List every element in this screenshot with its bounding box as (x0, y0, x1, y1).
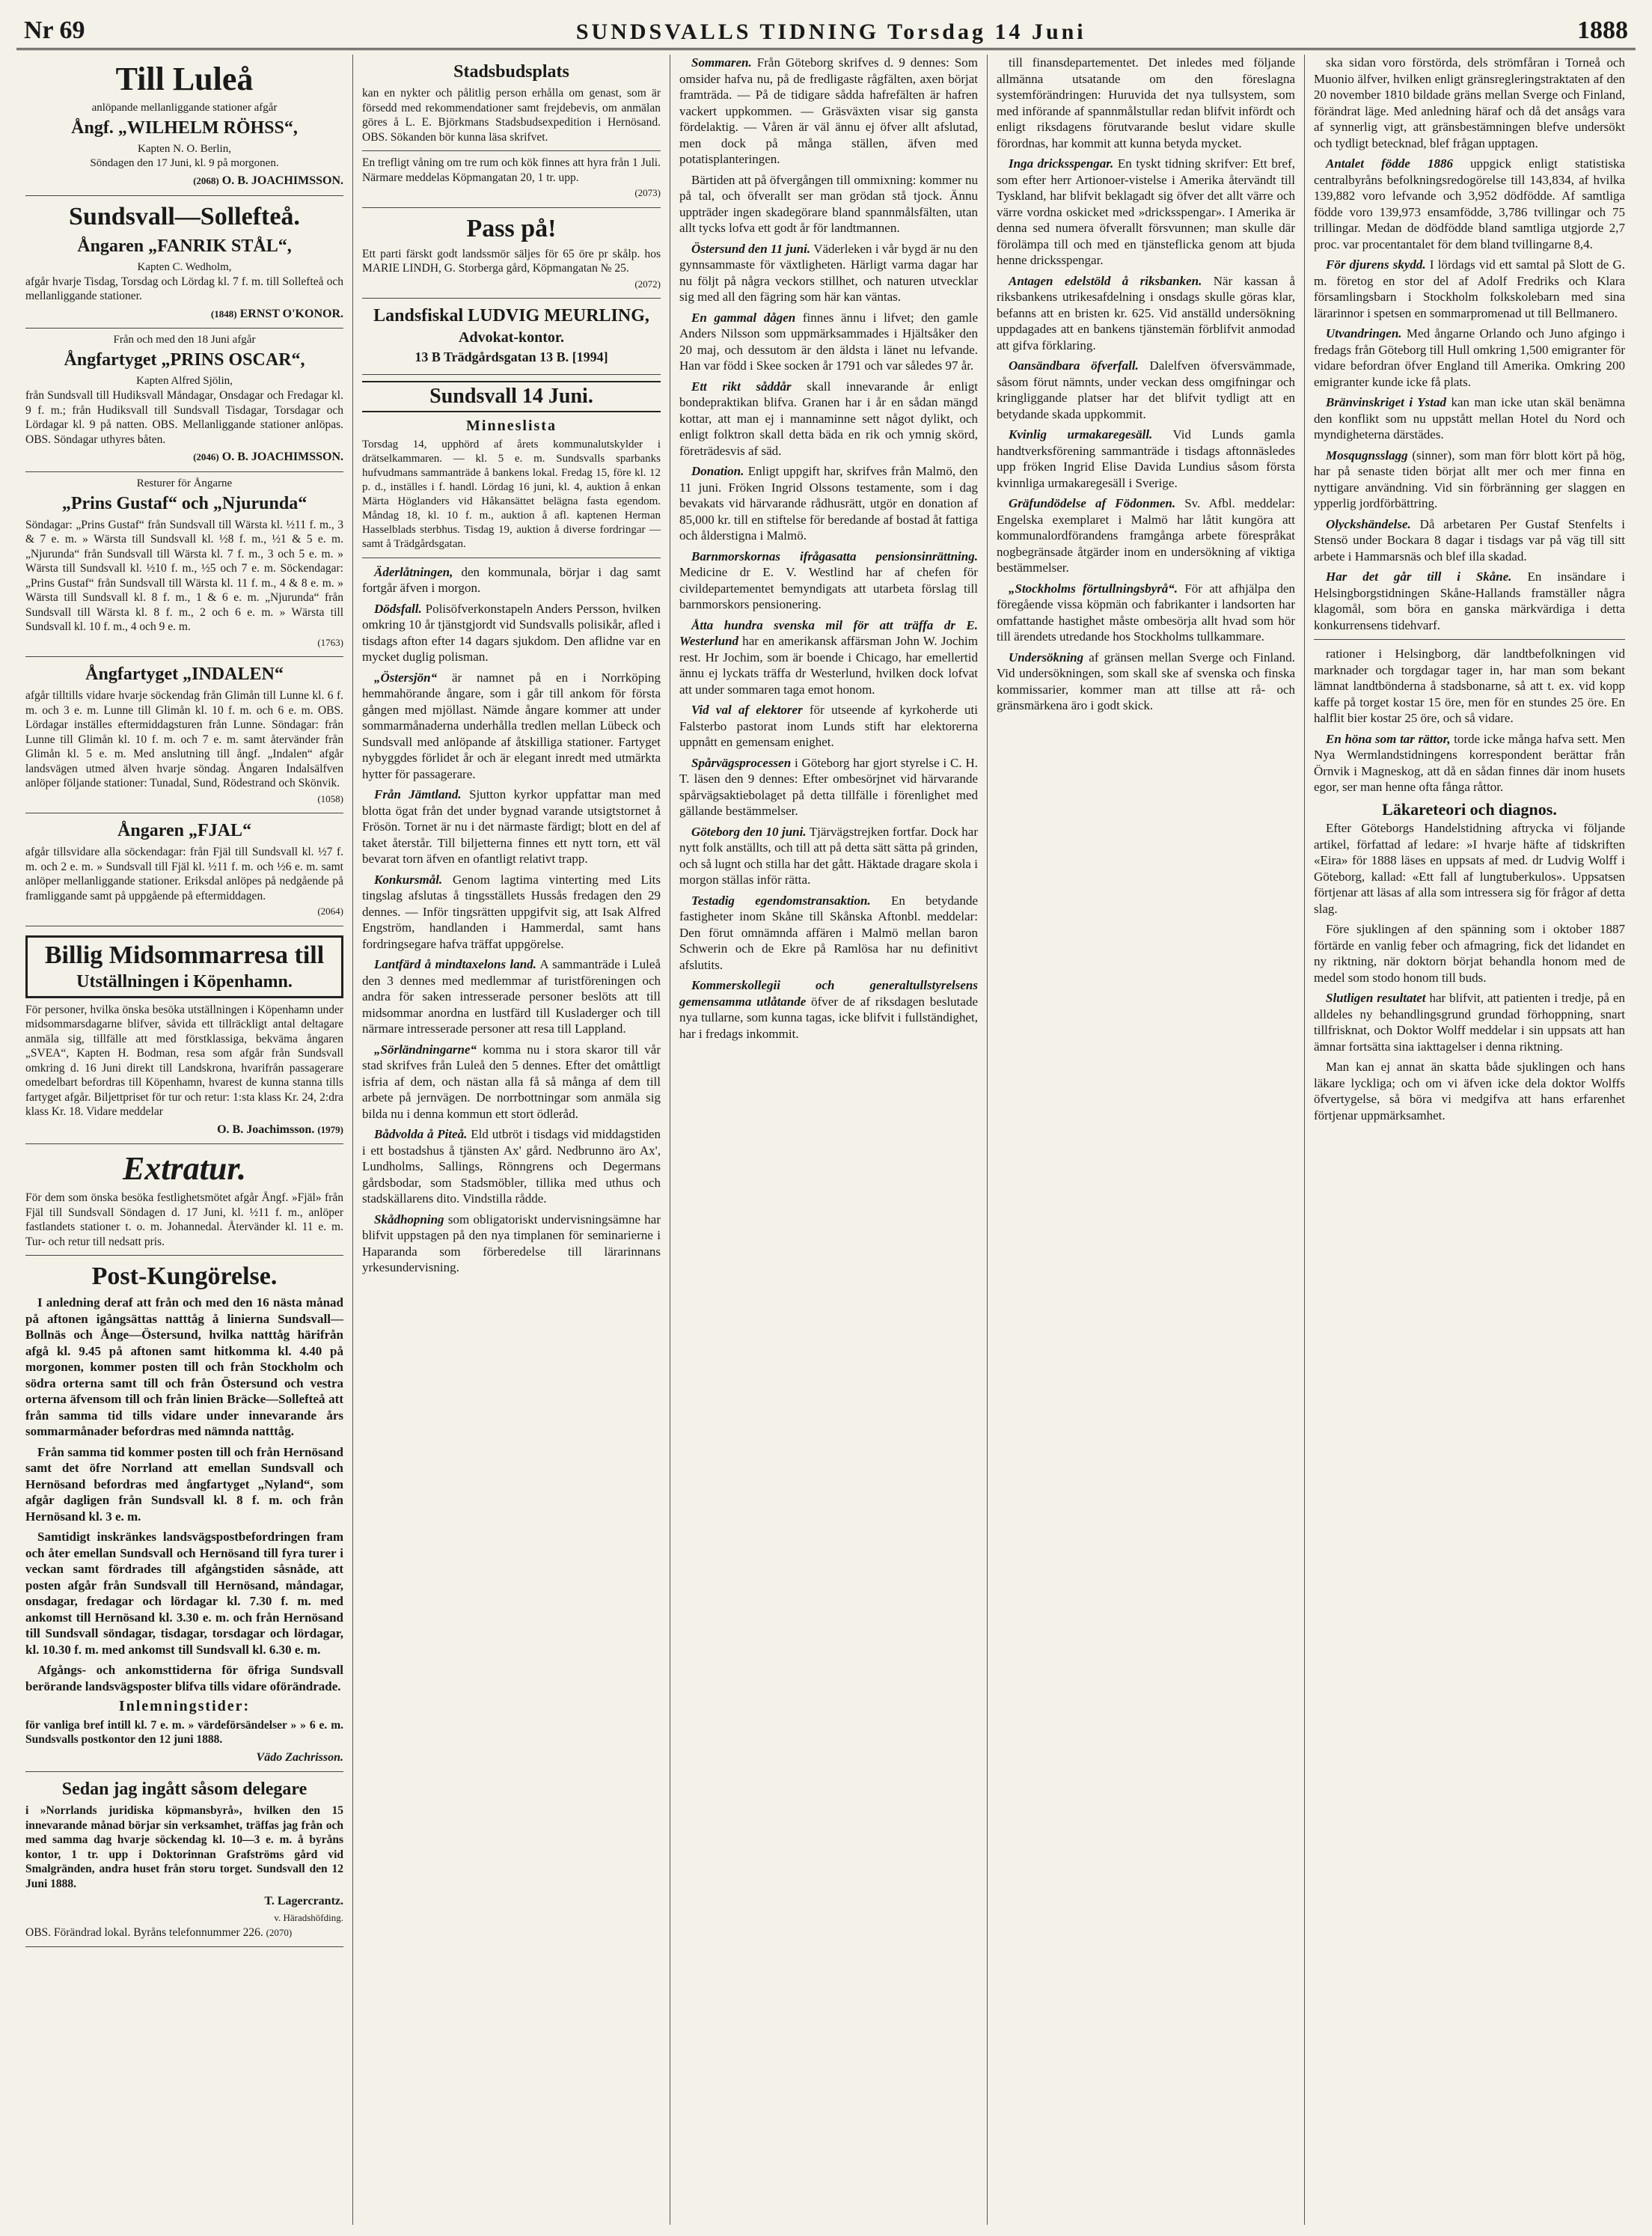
ad-title: Extratur. (122, 1150, 247, 1187)
article-body: Före sjuklingen af den spänning som i oktober 1887 förtärde en vanlig feber och afmagring, fick det lidandet en ny riktning, när doktorn börjat behandla honom med de medel som stodo honom till buds. (1314, 922, 1625, 985)
article-lead: Har det går till i Skåne. (1326, 569, 1512, 584)
ad-banner (25, 935, 343, 998)
article-body: som obligatoriskt undervisningsämne har blifvit uppstagen på den nya timplanen för seminarierne i Haparanda som förberedelse till lärarinnans yrkesundervisning. (362, 1212, 661, 1274)
article-lead: Bådvolda å Piteå. (374, 1127, 468, 1141)
ad-ref: (1058) (317, 792, 343, 804)
ad-prins-gustaf-njurunda (25, 472, 343, 658)
signer-role: v. Häradshöfding. (274, 1911, 343, 1923)
article-lead: Från Jämtland. (374, 787, 462, 801)
ad-body: afgår tillsvidare alla söckendagar: från Fjäl till Sundsvall kl. ½7 f. m. och 2 e. m. » Sundsvall till Fjäl kl. ½11 f. m. och ½6 e. m. samt anlöper mellanliggande stationer. Eriksdal anlöpes på nedgående på framliggande samt på uppgående på eftermiddagen. (25, 846, 343, 902)
article-body: När kassan å riksbankens utrikesafdelning i onsdags skulle göras klar, befanns att en bristen kr. 625. Vid anställd undersökning uppdagades att en bankens tjänstemän förblifvit anmodad att gifva förklaring. (997, 273, 1295, 352)
ad-vaning (362, 151, 661, 208)
ad-ref: (1763) (317, 636, 343, 648)
article-lead: Dödsfall. (374, 601, 422, 616)
article-lead: Äderlåtningen, (374, 564, 453, 579)
article-lead: Inga dricksspengar. (1009, 156, 1114, 171)
article (997, 427, 1295, 491)
article (1314, 394, 1625, 443)
article-body: Vid Lunds gamla handtverksförening sammanträde i tisdags aftonnäsledes upp fröken Ingrid Elise Davida Lundius såsom första kvinnliga urmakaregesäll i Sverige. (997, 427, 1295, 490)
article (679, 549, 978, 613)
ship-names: „Prins Gustaf“ och „Njurunda“ (61, 493, 308, 513)
ad-stadsbudsplats (362, 55, 661, 151)
section-heading: Sundsvall 14 Juni. (362, 381, 661, 412)
article (1314, 257, 1625, 321)
article (997, 55, 1295, 151)
article-lead: Mosqugnsslagg (1326, 447, 1408, 462)
ad-title: Stadsbudsplats (453, 62, 569, 82)
ad-meurling (362, 299, 661, 375)
article-body: torde icke många hafva sett. Men Nya Wermlandstidningens korrespondent berättar från Örnvik i Magneskog, att då en sådan finnes där inom husets egor, ser man henne ofta fånga råttor. (1314, 731, 1626, 794)
article-lead: Antalet födde 1886 (1326, 156, 1454, 171)
ad-signature: O. B. JOACHIMSSON. (221, 450, 343, 463)
article-lead: Barnmorskornas ifrågasatta pensionsinrättning. (691, 549, 978, 563)
article-lead: Donation. (691, 464, 744, 478)
column-3 (670, 55, 988, 2225)
article (1314, 731, 1625, 795)
article (1314, 326, 1625, 390)
article-body: Sjutton kyrkor uppfattar man med blotta ögat från det under bygnad varande utsigtstornet å Frösön. Tornet är nu i det närmaste färdigt; blott en del af taket återstår. Till biljetterna finnes ett nytt torn, ett väl bevarat torn äfven en ofantligt relativt trapp. (362, 787, 661, 866)
article-body: Efter Göteborgs Handelstidning aftrycka vi följande artikel, författad af ledare: »I hvarje häfte af tidskriften «Eira» för 1888 läses en uppsats af med. dr Ludvig Wolff i Göteborg, kallad: «Ett fall af lungtuberkulos». Uppsatsen förtjenar att läsas af alla som intressera sig för frågor af detta slag. (1314, 821, 1625, 916)
article (1314, 921, 1625, 986)
subheading: Minneslista (466, 418, 557, 434)
article (997, 495, 1295, 576)
article (679, 755, 978, 819)
ad-title: Sundsvall—Sollefteå. (69, 202, 300, 230)
ad-title: Till Luleå (115, 61, 254, 97)
ad-delegare (25, 1772, 343, 1947)
column-5 (1305, 55, 1634, 2225)
article-lead: Undersökning (1009, 650, 1084, 665)
captain: Kapten C. Wedholm, (137, 260, 232, 273)
article-lead: „Östersjön“ (374, 670, 438, 685)
article (362, 564, 661, 596)
article-lead: För djurens skydd. (1326, 257, 1426, 272)
article (362, 670, 661, 783)
ad-extratur (25, 1144, 343, 1256)
article-lead: Östersund den 11 juni. (691, 241, 811, 256)
article (679, 617, 978, 698)
article-lead: Bränvinskriget i Ystad (1326, 395, 1446, 409)
article (997, 581, 1295, 645)
article (1314, 1059, 1625, 1123)
article-lead: Testadig egendomstransaktion. (691, 893, 871, 908)
article (1314, 156, 1625, 252)
ad-ref: (2070) (266, 1927, 293, 1938)
article-body: En tyskt tidning skrifver: Ett bref, som efter herr Artionoer-vistelse i Amerika återvändt till Tyskland, har blifvit beklagadt sig öfver det allt värre och värre vordna oskicket med »dricksspengar». I Amerika är denna sed numera öfverallt försvunnen; man skulle där förolämpa till och med en tjänsteflicka genom att bjuda henne dricksspengar. (997, 156, 1295, 267)
ad-pass-pa (362, 208, 661, 299)
ship-name: Ångfartyget „PRINS OSCAR“, (64, 350, 305, 370)
article (362, 956, 661, 1037)
article-heading: Läkareteori och diagnos. (1382, 799, 1557, 819)
article-lead: En höna som tar rättor, (1326, 731, 1451, 746)
article-lead: Kvinlig urmakaregesäll. (1009, 427, 1153, 442)
article (679, 310, 978, 374)
ad-body: För dem som önska besöka festlighetsmötet afgår Ångf. »Fjäl» från Fjäl till Sundsvall Söndagen d. 17 Juni, kl. ½11 f. m., anlöper fastlandets stationer t. o. m. Johannedal. Återvänder kl. 11 e. m. Tur- och retur till nedsatt pris. (25, 1191, 343, 1248)
article (997, 273, 1295, 354)
article-body: Dalelfven öfversvämmade, såsom förut nämnts, under veckan dess omgifningar och kringliggande platser har det blifvit tydligt att en betydande skada uppkommit. (997, 358, 1295, 421)
article-lead: En gammal dågen (691, 310, 796, 325)
article (362, 786, 661, 867)
article (679, 55, 978, 168)
article-lead: Olyckshändelse. (1326, 516, 1411, 531)
article-lead: Utvandringen. (1326, 326, 1402, 340)
article-body: kan man icke utan skäl benämna den konflikt som nu uppstått mellan Hotel du Nord och myndigheterna därstädes. (1314, 395, 1626, 442)
article-body: komma nu i stora skaror till vår stad skrifves från Luleå den 5 dennes. Efter det omåttligt isfria af dem, och nästan alla få så många af dem till arbete på jernvägen. De norrbottningar som anmäla sig bilda nu i denna kommun ett stort ödleråd. (362, 1042, 661, 1121)
ad-ref: [1994] (572, 349, 608, 364)
captain: Kapten N. O. Berlin, (138, 143, 231, 155)
article (1314, 516, 1625, 565)
article-body: Då arbetaren Per Gustaf Stenfelts i Stensö under Bockara 8 dagar i tisdags var på väg till sitt arbete i Hammarsnäs och blef illa skadad. (1314, 516, 1626, 563)
article-body: uppgick enligt statistiska centralbyråns befolkningsredogörelse till 143,834, af hvilka 139,882 voro lefvande och 3,952 dödfödde. Af samtliga födde voro 139,973 ensamfödde, 3,786 tvillingar och 75 trillingar. Medan de dödfödde bland samtliga utgjorde 2,7 proc. var procentantalet för dem bland tvillingarne 8,4. (1314, 156, 1626, 251)
ad-body: kan en nykter och pålitlig person erhålla om genast, som är försedd med rekommendationer samt frejdebevis, om anmälan göres å L. E. Björkmans Stadsbudsexpedition i Hernösand. OBS. Sökanden bör kunna läsa skrifvet. (362, 87, 661, 144)
ship-name: Ångfartyget „INDALEN“ (85, 665, 284, 684)
article-body: af gränsen mellan Sverge och Finland. Vid undersökningen, som skall ske af svenska och finska kommissarier, kommer man att tillse att rå- och gränsmärkena äro i godt skick. (997, 650, 1296, 712)
article-body: Sv. Afbl. meddelar: Engelska exemplaret i Malmö har låtit kungöra att kommunalordförandens framgånga arbete förespråkat nogbegränsade åtgärder inom en undersökning af viktiga bestämmelser. (997, 496, 1295, 575)
ad-signature: T. Lagercrantz. (264, 1895, 343, 1907)
column-4 (988, 55, 1305, 2225)
article (1314, 55, 1625, 151)
article-body: har en amerikansk affärsman John W. Jochim rest. Hr Jochim, som är boende i Chicago, har emellertid ännu ej lyckats träffa dr Westerlund, hvilken dock lofvat att under sommaren taga emot honom. (679, 634, 978, 697)
departure-date: Söndagen den 17 Juni, kl. 9 på morgonen. (90, 157, 279, 169)
article-body: skall innevarande år enligt bondepraktikan blifva. Granen har i år en sådan mängd kottar, att man ej i mannaminne sett något dylikt, och enligt folktron skall detta bäda en rik och ymnig skörd, företrädesvis af säd. (679, 379, 978, 458)
article-body: ska sidan voro förstörda, dels strömfåran i Torneå och Muonio älfver, hvilken enligt gränsregleringstraktaten af den 20 november 1810 bildade gräns mellan Sverge och Finland, förändrat läge. Med anledning häraf och då det ansågs vara af synnerlig vigt, att gränsbestämningen blefve undersökt och tydligt betecknad, blef frågan upptagen. (1314, 55, 1625, 150)
article (1314, 447, 1625, 512)
ad-ref: (1848) (210, 308, 237, 320)
column-2 (353, 55, 670, 2225)
ship-name: Ångf. „WILHELM RÖHSS“, (71, 118, 298, 138)
article-body: för utseende af kyrkoherde uti Falsterbo pastorat inom Lunds stift har elektorerna uppnått en gemensam enighet. (679, 703, 978, 749)
ad-fjal (25, 813, 343, 926)
article-body: är namnet på en i Norrköping hemmahörande ångare, som i går till ankom för första gången med mjöllast. Nämde ångare kommer att under sommarmånaderna underhålla tredlen mellan Lübeck och Sundsvall med anlöpande af åtskilliga stationer. Fartyget nybyggdes förlidet år och är elegant inredt med utmärkta hytter för passagerare. (362, 670, 661, 781)
article-lead: Gräfundödelse af Födonmen. (1009, 496, 1176, 510)
article-lead: Lantfärd å mindtaxelons land. (374, 957, 536, 971)
ad-ref: (2064) (317, 905, 343, 917)
article-body: En insändare i Helsingborgstidningen Skåne-Hallands framställer några klagomål, som böra en ganska märkvärdiga i detta konkurrensens tidehvarf. (1314, 569, 1625, 632)
ad-ref: (2068) (193, 175, 219, 186)
article (679, 379, 978, 459)
article-body: Man kan ej annat än skatta både sjuklingen och hans läkare lyckliga; och om vi äfven icke dela doktor Wolffs öfvertygelse, så böra vi medgifva att hans erfarenhet förtjenar uppmärksamhet. (1314, 1060, 1625, 1122)
article-body: Polisöfverkonstapeln Anders Persson, hvilken omkring 10 år tjänstgjordt vid Sundsvalls polisikår, afled i tisdags afton efter 14 dagars sjukdom. Den aflidne var en mycket duglig polisman. (362, 601, 661, 664)
ad-body: afgår hvarje Tisdag, Torsdag och Lördag kl. 7 f. m. till Sollefteå och mellanliggande stationer. (25, 275, 343, 302)
article-body: den kommunala, börjar i dag samt fortgår äfven i morgon. (362, 564, 661, 595)
ad-body: Ett parti färskt godt landssmör säljes för 65 öre pr skålp. hos MARIE LINDH, G. Storberga gård, Köpmangatan № 25. (362, 247, 661, 275)
ad-title: Sedan jag ingått såsom delegare (61, 1780, 308, 1799)
ad-signature: O. B. Joachimsson. (217, 1122, 315, 1136)
subheading: Inlemningstider: (118, 1698, 251, 1714)
article-lead: Skådhopning (374, 1212, 444, 1227)
article-lead: Spårvägsprocessen (691, 755, 792, 770)
article-lead: Oansändbara öfverfall. (1009, 358, 1139, 373)
ad-title: Pass på! (466, 214, 557, 242)
ad-signature: O. B. JOACHIMSSON. (221, 174, 343, 187)
article (679, 241, 978, 305)
article-body: A sammanträde i Luleå den 3 dennes med medlemmar af turistföreningen och andra för saken intresserade personer beslöts att till midsommar anordna en lustfärd till Kusladerger och till närmare intresserade personer att resa till Lappland. (362, 957, 661, 1036)
ad-signature: ERNST O'KONOR. (239, 307, 343, 320)
article (1314, 990, 1625, 1054)
ad-title: Billig Midsommarresa till (44, 941, 325, 969)
ad-ref: (2073) (634, 187, 661, 198)
article-lead: Kommerskollegii och generaltullstyrelsens gemensamma utlåtande (679, 978, 978, 1009)
article (362, 1126, 661, 1207)
ship-name: Ångaren „FJAL“ (117, 821, 251, 840)
ad-ref: (2072) (634, 278, 661, 290)
article-body: Väderleken i vår bygd är nu den gynnsammaste för växtligheten. Härligt varma dagar har nu följt på några veckors stillhet, och naturen utvecklar sig med all den fägring som här kan väntas. (679, 241, 978, 304)
article-body: För att afhjälpa den föregående vissa köpmän och fabrikanter i landsorten har omfattande hastighet måste ombesörja allt hvad som hör till ärendets utredande hos Stockholms tullkammare. (997, 581, 1295, 644)
article-body: öfver de af riksdagen beslutade nya tullarne, som kunna tagas, icke blifvit i fullständighet, har i fredags inkommit. (679, 994, 978, 1041)
article-lead: Ett rikt såddår (691, 379, 792, 394)
article (1314, 820, 1625, 917)
article-body: rationer i Helsingborg, där landtbefolkningen vid marknader och torgdagar tager in, har man som bekant lämnat landtbönderna å stadsbonarne, så att t. ex. vid kopp kaffe på torget kostar 15 öre, men för en stundes 25 öre. En halflit bier kostar 25 öre, och så vidare. (1314, 647, 1625, 725)
article (679, 824, 978, 888)
article-body: har blifvit, att patienten i tredje, på en alldeles ny behandlingsgrund grundad förhoppning, snart tillfrisknat, och Doktor Wolff meddelar i sin uppsats att han ämnar fortsätta sina iakttagelser i denna riktning. (1314, 991, 1625, 1054)
article (1314, 646, 1625, 727)
article (679, 977, 978, 1042)
ad-body: En trefligt våning om tre rum och kök finnes att hyra från 1 Juli. Närmare meddelas Köpmangatan 20, 1 tr. upp. (362, 156, 661, 184)
ad-lead: Resturer för Ångarne (136, 477, 233, 489)
ad-subtitle: anlöpande mellanliggande stationer afgår (91, 102, 278, 114)
article-body: Enligt uppgift har, skrifves från Malmö, den 11 juni. Fröken Ingrid Olssons testamente, som i dag bevakats vid härvarande rådhusrätt, utgör en donation af 85,000 kr. till en stiftelse för beredande af bostad åt fattiga och ålderstigna i Malmö. (679, 464, 979, 543)
article-body: Medicine dr E. V. Westlind har af chefen för civildepartementet bemyndigats att utarbeta förslag till barnmorskors pensionering. (679, 565, 978, 611)
ad-address: 13 B Trädgårdsgatan 13 B. (414, 349, 569, 364)
ad-midsommarresa (25, 926, 343, 1145)
paragraph: I anledning deraf att från och med den 16 nästa månad på aftonen igångsättas natttåg å linierna Sundsvall—Bollnäs och Ånge—Östersund, hvilka natttåg härifrån afgå kl. 9.45 på aftonen samt hitkomma kl. 4.40 på morgonen, kommer posten till och från Stockholm och södra orterna samt till och från Östersund och vestra orterna äfvensom till och från linien Bräcke—Sollefteå att från samma tid tills vidare under innevarande års sommarmånader befordras med nämnda natttåg. (25, 1295, 343, 1438)
article (362, 1212, 661, 1276)
article-body: Eld utbröt i tisdags vid middagstiden i ett bostadshus å tjänsten Ax' gård. Nedbrunno äro Ax', Lundholms, Sallings, Rönngrens och Degermans gårdsbodar, som Stadsmöbler, tillika med uthus och stadskällarens dito. Vindstilla rådde. (362, 1127, 661, 1206)
article-lead: „Stockholms förtullningsbyrå“. (1009, 581, 1178, 596)
year: 1888 (1577, 16, 1628, 44)
columns (16, 55, 1636, 2225)
ad-title-2: Utställningen i Köpenhamn. (76, 971, 293, 992)
article-body: Bärtiden att på öfvergången till ommixning: kommer nu på tal, och öfverallt ser man grödan stå tjock. Ännu uppträder ingen skadegörare bland spannmålsfälten, utan allt tycks lofva ett godt år för landtmannen. (679, 172, 978, 235)
ad-body: afgår tilltills vidare hvarje söckendag från Glimån till Lunne kl. 6 f. m. och 3 e. m. Lunne till Glimån kl. 10 f. m. och 6 e. m. OBS. Lördagar inställes eftermiddagsturen från Lunne. Söndagar: från Lunne till Glimån kl. 10 f. m. och 7 e. m. samt återvänder från Glimån kl. 5 e. m. Med anslutning till ångf. „Indalen“ afgår landsvägen utmed älven hvarje söndag. Ångaren Indalsälfven anlöper följande stationer: Tunadal, Sund, Rödestrand och Skönvik. (25, 689, 343, 789)
article-body: (sinner), som man förr blott kört på hög, har på senaste tiden börjat allt mer och mer finna en nyttigare användning. Vid sin förbränning ger slaggen en ypperlig jordförbättring. (1314, 447, 1626, 510)
paragraph: Samtidigt inskränkes landsvägspostbefordringen fram och åter emellan Sundsvall och Hernösand till fyra turer i veckan samt fördrades till afgångstiden såsnåde, att posten afgår från Sundsvall till Hernösand, måndagar, onsdagar, fredagar och lördagar kl. 7.30 f. m. med ankomst till Hernösand kl. 3.30 e. m. och från Hernösand till Sundsvall söndagar, tisdagar, torsdagar och lördagar, kl. 10.30 f. m. med ankomst till Sundsvall kl. 6.30 e. m. (25, 1530, 343, 1657)
captain: Kapten Alfred Sjölin, (136, 375, 233, 387)
ad-post-kungorelse (25, 1256, 343, 1772)
article-body: Genom lagtima vinterting med Lits tingslag afslutas å tingsställets Hussås fredagen den 29 dennes. — Inför tingsrätten uppgifvit sig, att Isak Alfred Engström, handlanden i Hammerdal, samt hans fordringsegare hafva träffat uppgörelse. (362, 872, 661, 951)
article-lead: „Sörländningarne“ (374, 1042, 477, 1057)
article-body: Tjärvägstrejken fortfar. Dock har nytt folk anställts, och till att på detta sätt sätta på grinden, och så lugnt och stilla har det gått. Häktade dragare skola i morgon ställas inför rätta. (679, 824, 978, 887)
article-body: i Göteborg har gjort styrelse i C. H. T. läsen den 9 dennes: Efter ombesörjnet vid härvarande spårvägsaktiebolaget på detta tillfälle i förenlighet med gällande bestämmelser. (679, 755, 978, 818)
ship-name: Ångaren „FANRIK STÅL“, (77, 236, 292, 256)
ad-indalen (25, 657, 343, 813)
ad-signature: Vädo Zachrisson. (256, 1750, 343, 1764)
ad-prins-oscar (25, 329, 343, 472)
article (362, 1042, 661, 1122)
article (362, 872, 661, 953)
ad-note: OBS. Förändrad lokal. Byråns telefonnummer 226. (25, 1926, 263, 1939)
article-body: finnes ännu i lifvet; den gamle Anders Nilsson som uppmärksammades i Hjältsåker den 20 maj, och dessutom är den äldsta i länet nu lefvande. Han var född i Skee socken år 1791 och var således 97 år. (679, 310, 979, 373)
paragraph: Afgångs- och ankomsttiderna för öfriga Sundsvall berörande landsvägsposter blifva tills vidare oförändrade. (25, 1663, 343, 1693)
article (997, 358, 1295, 422)
article-lead: Konkursmål. (374, 872, 443, 887)
article (1314, 569, 1625, 633)
article-lead: Antagen edelstöld å riksbanken. (1009, 273, 1202, 288)
article (679, 463, 978, 544)
column-1 (16, 55, 353, 2225)
ad-subtitle: Advokat-kontor. (459, 329, 564, 346)
article-body: till finansdepartementet. Det inledes med följande allmänna utsatande om den föreslagna systemförändringen: Huruvida det nya tullsystem, som med införande af spannmålstullar redan blifvit infördt och enligt riksdagens förutvarande beslut vidare skulle förordnas, har kommit att kunna betyda mycket. (997, 55, 1295, 150)
ad-body: för vanliga bref intill kl. 7 e. m. » värdeförsändelser » » 6 e. m. Sundsvalls postkontor den 12 juni 1888. (25, 1718, 343, 1746)
article-body: I lördags vid ett samtal på Slott de G. m. företog en stor del af Adolf Fredriks och Klara församlingsbarn i Stockholm folkskolebarn med sina lärarinnor i spetsen en sommarpromenad ut till Bellmanero. (1314, 257, 1625, 320)
article-lead: Göteborg den 10 juni. (691, 824, 807, 839)
article (997, 156, 1295, 269)
masthead (16, 10, 1636, 50)
ad-till-lulea (25, 55, 343, 196)
ad-body: från Sundsvall till Hudiksvall Måndagar, Onsdagar och Fredagar kl. 9 f. m.; från Hudiksvall till Sundsvall Tisdagar, Torsdagar och Lördagar kl. 9 på natten. OBS. Mellanliggande stationer anlöpas. OBS. Söndagar uthyres båten. (25, 389, 343, 446)
article (679, 702, 978, 751)
agenda-list: Torsdag 14, upphörd af årets kommunalutskylder i drätselkammaren. — kl. 5 e. m. Sundsvalls sparbanks hufvudmans sammanträde å bankens lokal. Fredag 15, före kl. 12 p. d., inställes i f. handl. Lördag 16 juni, kl. 4, auktion å enkan Märta Höglanders vid Håkansättet belägna fasta egendom. Måndag 18, kl. 10 f. m., auktion å afl. kaptenen Herman Hasselblads sterbhus. Tisdag 19, auktion å diverse fordringar — samt å Trädgårdsgatan. (362, 438, 661, 550)
article-body: Från Göteborg skrifves d. 9 dennes: Som omsider hafva nu, på de fredligaste rågfälten, axen börjat framträda. — På de tidigare sådda hafrefälten är hafren vackert uppkommen. — Gräsväxten visar sig gansta fördelaktig. — Våren är väl ännu ej öfver allt afslutad, men dock på många ställen, äfven med potatisplanteringen. (679, 55, 978, 166)
ad-sundsvall-solleftea (25, 196, 343, 329)
ad-title: Post-Kungörelse. (91, 1262, 278, 1290)
article-lead: Sommaren. (691, 55, 752, 70)
article-lead: Vid val af elektorer (691, 703, 803, 717)
article (679, 893, 978, 974)
ad-ref: (2046) (193, 451, 219, 462)
article-lead: Åtta hundra svenska mil för att träffa dr E. Westerlund (679, 617, 978, 648)
issue-number: Nr 69 (24, 16, 85, 44)
ad-body: Söndagar: „Prins Gustaf“ från Sundsvall till Wärsta kl. ½11 f. m., 3 & 7 e. m. » Wärsta till Sundsvall kl. ½8 f. m., ½1 & 5 e. m. „Njurunda“ från Sundsvall till Wärsta kl. 7 f. m., 3 och 5 e. m. » Wärsta till Sundsvall kl. ½10 f. m., ½5 och 7 e. m. Söckendagar: „Prins Gustaf“ från Sundsvall till Wärsta kl. 11 f. m., 4 & 8 e. m. » Wärsta till Sundsvall kl. 8 f. m., 1 & 6 e. m. „Njurunda“ från Sundsvall till Wärsta kl. 8 f. m., 2 och 6 e. m. » Wärsta till Sundsvall kl. 10 f. m., 4 och 9 e. m. (25, 518, 343, 633)
newspaper-title: SUNDSVALLS TIDNING Torsdag 14 Juni (575, 19, 1086, 44)
article (679, 172, 978, 236)
article-body: Med ångarne Orlando och Juno afgingo i fredags från Göteborg till Hull omkring 1,500 emigranter för vidare befordran öfver England till Amerika. Omkring 200 emigranter kunde icke få plats. (1314, 326, 1626, 389)
article-body: En betydande fastigheter inom Skåne till Skånska Aftonbl. meddelar: Den förut omnämnda affären i Malmö mellan baron Schwerin och de Ekre på Ramlösa har nu definitivt afslutits. (679, 893, 978, 972)
ad-title: Landsfiskal LUDVIG MEURLING, (373, 306, 649, 326)
paragraph: Från samma tid kommer posten till och från Hernösand samt det öfre Norrland att emellan Sundsvall och Hernösand befordras med ångfartyget „Nyland“, som afgår dagligen från Sundsvall kl. 8 f. m. och från Hernösand kl. 3 e. m. (25, 1444, 343, 1524)
article (362, 601, 661, 665)
ad-ref: (1979) (317, 1123, 343, 1135)
ad-body: För personer, hvilka önska besöka utställningen i Köpenhamn under midsommarsdagarne blifver, såvida ett tillräckligt antal deltagare anmäla sig, tillfälle att med förstklassiga, bekväma ångaren „SVEA“, Kapten H. Bodman, resa som afgår från Sundsvall omkring d. 16 Juni direkt till Landskrona, hvarifrån passagerare omedelbart befordras till Köpenhamn, hvarest de kunna stanna tills fartyget afgår. Biljettpriset för tur och retur: 1:sta klass Kr. 24, 2:dra klass Kr. 18. Vidare meddelar (25, 1003, 343, 1118)
ad-lead: Från och med den 18 Juni afgår (113, 334, 256, 346)
article-lead: Slutligen resultatet (1326, 991, 1426, 1005)
article (997, 650, 1295, 714)
ad-body: i »Norrlands juridiska köpmansbyrå», hvilken den 15 innevarande månad börjar sin verksamhet, träffas jag från och med samma dag hvarje söckendag kl. 10—3 e. m. å byråns kontor, 1 tr. upp i Doktorinnan Grafströms gård vid Smalgränden, andra huset från storu torget. Sundsvall den 12 Juni 1888. (25, 1804, 343, 1890)
